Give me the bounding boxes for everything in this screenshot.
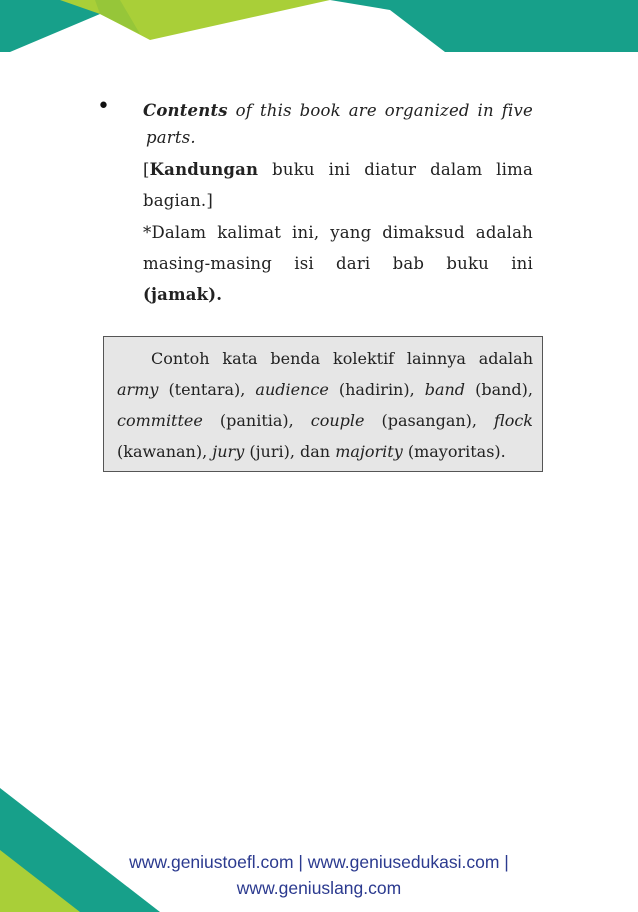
keyword-contents: Contents (143, 101, 228, 120)
header-banner (0, 0, 638, 60)
sentence-text: of this book are organized in five (235, 101, 534, 120)
box-line-2: army (tentara), audience (hadirin), band (band), (117, 380, 533, 399)
bullet-icon: • (97, 94, 110, 119)
bracket-open: [Kandungan (143, 160, 259, 179)
collective-nouns-box (103, 336, 543, 472)
sentence-line-2: parts. (146, 128, 196, 147)
footer-links-line-2[interactable]: www.geniuslang.com (236, 878, 402, 898)
footer-links-line-1[interactable]: www.geniustoefl.com | www.geniusedukasi.com | (129, 852, 509, 872)
box-line-3: committee (panitia), couple (pasangan), flock (117, 411, 533, 430)
translation-text: buku ini diatur dalam lima (272, 160, 533, 179)
sentence-line-1 (143, 101, 533, 121)
translation-line-2: bagian.] (143, 191, 213, 210)
keyword-kandungan: Kandungan (149, 160, 259, 179)
note-line-1: *Dalam kalimat ini, yang dimaksud adalah (143, 223, 533, 242)
translation-line-1 (143, 160, 533, 180)
note-line-2: masing-masing isi dari bab buku ini (143, 254, 533, 273)
box-line-4: (kawanan), jury (juri), dan majority (mayoritas). (117, 442, 506, 461)
note-line-3: (jamak). (143, 285, 223, 304)
box-line-1: Contoh kata benda kolektif lainnya adalah (151, 349, 533, 368)
